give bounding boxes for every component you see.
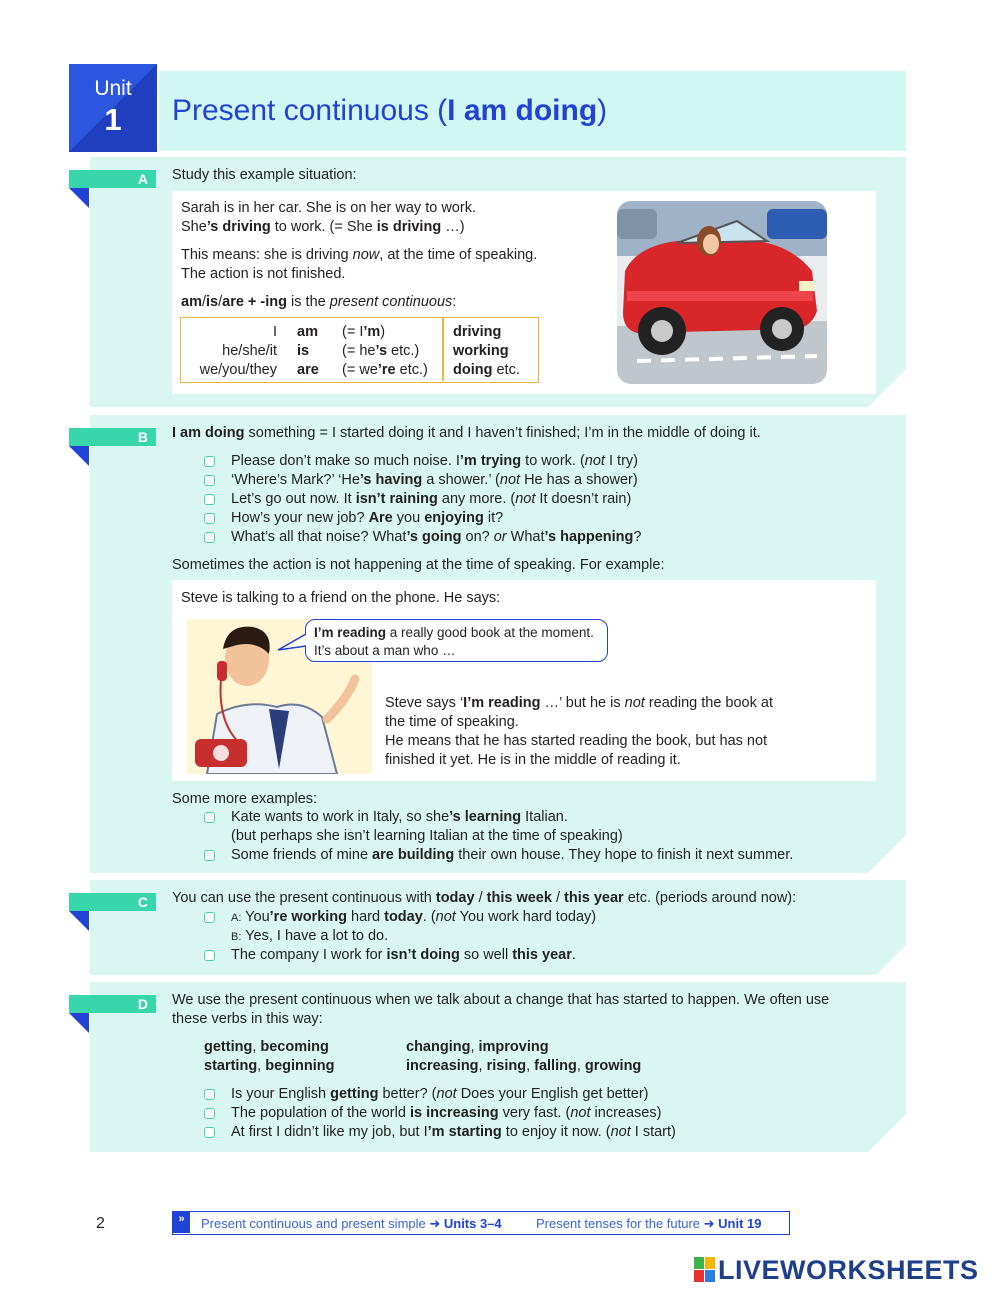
grammar-table <box>180 317 539 383</box>
pronoun-we: we/you/they <box>199 362 277 378</box>
bullet <box>204 912 215 923</box>
bullet <box>204 475 215 486</box>
verbs-left-1: getting, becoming <box>204 1039 329 1055</box>
section-c-flag <box>69 911 89 931</box>
section-a-tab: A <box>69 170 156 188</box>
bubble-line-2: It’s about a man who … <box>314 643 456 658</box>
steve-line: Steve is talking to a friend on the phone. He says: <box>181 590 501 606</box>
bullet <box>204 812 215 823</box>
section-c-intro: You can use the present continuous with today / this week / this year etc. (periods around now): <box>172 890 797 906</box>
section-d-intro-2: these verbs in this way: <box>172 1011 323 1027</box>
example-b2: ‘Where’s Mark?’ ‘He’s having a shower.’ (not He has a shower) <box>231 472 638 488</box>
unit-number: 1 <box>104 102 122 137</box>
pronoun-i: I <box>272 324 277 340</box>
verbs-right-2: increasing, rising, falling, growing <box>406 1058 642 1074</box>
example-b4: How’s your new job? Are you enjoying it? <box>231 510 504 526</box>
example-c2: The company I work for isn’t doing so well this year. <box>231 947 576 963</box>
example-c1: A: You’re working hard today. (not You work hard today) <box>231 909 597 925</box>
sometimes-line: Sometimes the action is not happening at the time of speaking. For example: <box>172 557 665 573</box>
cross-reference-bar <box>172 1211 790 1235</box>
verb-are: are <box>297 362 319 378</box>
example-b3: Let’s go out now. It isn’t raining any more. (not It doesn’t rain) <box>231 491 632 507</box>
section-d-intro-1: We use the present continuous when we talk about a change that has started to happen. We often use <box>172 992 830 1008</box>
more-example-1: Kate wants to work in Italy, so she’s learning Italian. <box>231 809 568 825</box>
more-example-2: Some friends of mine are building their own house. They hope to finish it next summer. <box>231 847 794 863</box>
section-b-tab: B <box>69 428 156 446</box>
example-c1-reply: B: Yes, I have a lot to do. <box>231 928 389 944</box>
page-title: Present continuous (I am doing) <box>172 94 608 127</box>
section-b-flag <box>69 446 89 466</box>
more-example-1-note: (but perhaps she isn’t learning Italian at the time of speaking) <box>231 828 623 844</box>
bullet <box>204 950 215 961</box>
explain-line-4: finished it yet. He is in the middle of reading it. <box>385 752 681 768</box>
car-illustration <box>617 201 827 384</box>
more-examples-label: Some more examples: <box>172 791 318 807</box>
example-b5: What’s all that noise? What’s going on? or What’s happening? <box>231 529 642 545</box>
bullet <box>204 1089 215 1100</box>
section-a-flag <box>69 188 89 208</box>
liveworksheets-logo <box>694 1255 979 1285</box>
meaning-line: This means: she is driving now, at the time of speaking. <box>181 247 538 263</box>
verbs-right-1: changing, improving <box>406 1039 549 1055</box>
form-rule: am/is/are + -ing is the present continuous: <box>181 294 457 310</box>
bullet <box>204 494 215 505</box>
ing-working: working <box>453 343 509 359</box>
bullet <box>204 850 215 861</box>
bullet <box>204 456 215 467</box>
title-band <box>159 71 906 151</box>
section-c-tab: C <box>69 893 156 911</box>
explain-line-3: He means that he has started reading the book, but has not <box>385 733 768 749</box>
verb-is: is <box>297 343 310 359</box>
explain-line-1: Steve says ‘I’m reading …’ but he is not reading the book at <box>385 695 773 711</box>
pronoun-he: he/she/it <box>222 343 277 359</box>
short-we: (= we’re etc.) <box>342 362 428 378</box>
section-a-intro: Study this example situation: <box>172 167 357 183</box>
bubble-line-1: I’m reading a really good book at the moment. <box>314 625 594 640</box>
verbs-left-2: starting, beginning <box>204 1058 335 1074</box>
verb-am: am <box>297 324 318 340</box>
speech-bubble <box>305 619 608 662</box>
xref-unit-19[interactable]: Present tenses for the future ➜ Unit 19 <box>536 1216 762 1231</box>
example-b1: Please don’t make so much noise. I’m trying to work. (not I try) <box>231 453 638 469</box>
section-b-intro: I am doing something = I started doing it and I haven’t finished; I’m in the middle of doing it. <box>172 425 761 441</box>
not-finished-line: The action is not finished. <box>181 266 346 282</box>
ing-driving: driving <box>453 324 502 340</box>
bullet <box>204 1108 215 1119</box>
chevron-icon: » <box>173 1212 190 1233</box>
bullet <box>204 513 215 524</box>
unit-badge <box>69 64 157 152</box>
example-d2: The population of the world is increasing very fast. (not increases) <box>231 1105 662 1121</box>
example-d1: Is your English getting better? (not Does your English get better) <box>231 1086 649 1102</box>
section-d-flag <box>69 1013 89 1033</box>
logo-blocks-icon <box>694 1257 716 1283</box>
unit-label: Unit <box>94 77 132 100</box>
short-he: (= he’s etc.) <box>342 343 420 359</box>
sarah-line-2: She’s driving to work. (= She is driving …) <box>181 219 465 235</box>
sarah-line-1: Sarah is in her car. She is on her way to work. <box>181 200 476 216</box>
explain-line-2: the time of speaking. <box>385 714 519 730</box>
logo-text: LIVEWORKSHEETS <box>718 1255 979 1285</box>
bullet <box>204 532 215 543</box>
example-d3: At first I didn’t like my job, but I’m starting to enjoy it now. (not I start) <box>231 1124 676 1140</box>
short-i: (= I’m) <box>342 324 386 340</box>
page-number: 2 <box>96 1215 105 1232</box>
xref-units-3-4[interactable]: Present continuous and present simple ➜ Units 3–4 <box>201 1216 502 1231</box>
ing-doing: doing etc. <box>453 362 520 378</box>
section-d-tab: D <box>69 995 156 1013</box>
bullet <box>204 1127 215 1138</box>
